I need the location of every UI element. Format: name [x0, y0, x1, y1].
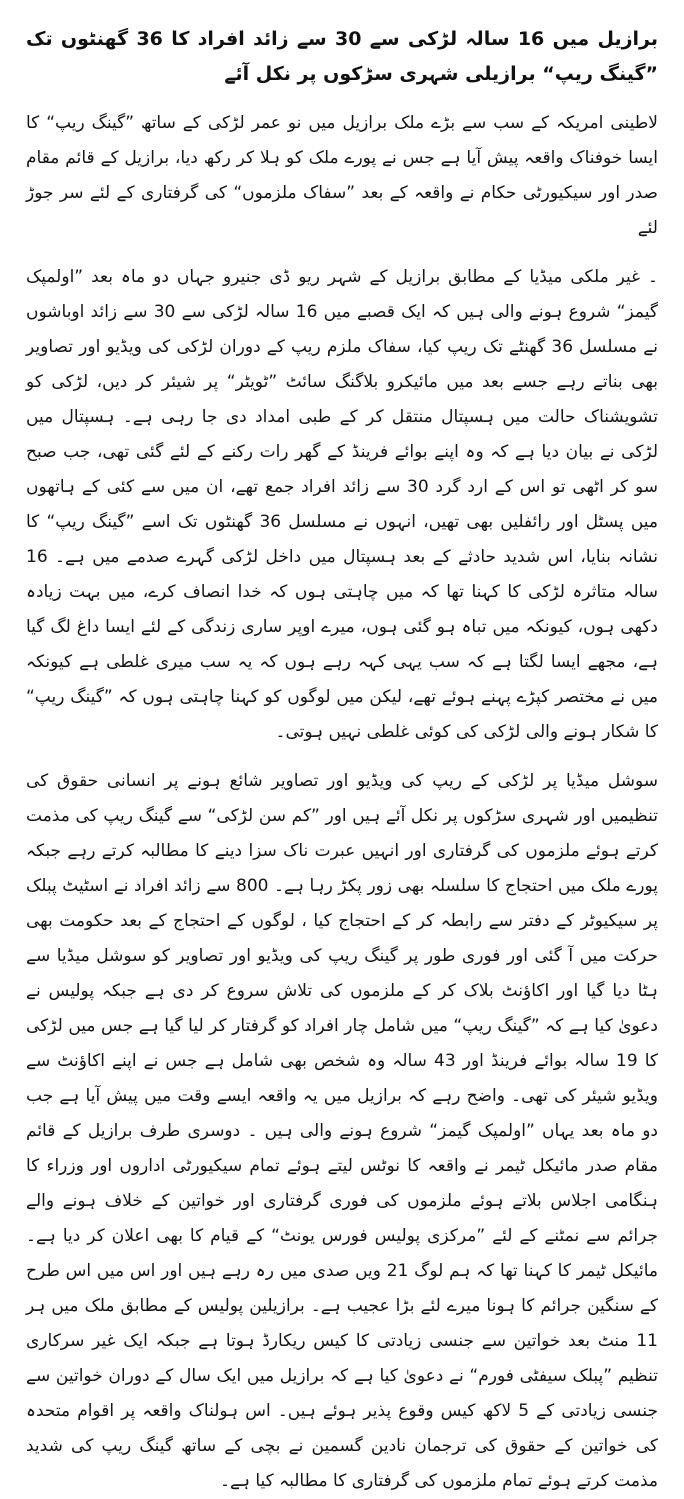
article-paragraph-reaction: سوشل میڈیا پر لڑکی کے ریپ کی ویڈیو اور تصاویر شائع ہونے پر انسانی حقوق کی تنظیمیں اور شہری سڑکوں پر نکل آئے ہیں اور ”کم سن لڑکی“ سے گینگ ریپ کی مذمت کرتے ہوئے ملزموں کی گرفتاری اور انہیں عبرت ناک سزا دینے کا مطالبہ کرتے رہے جبکہ پورے ملک میں احتجاج کا سلسلہ بھی زور پکڑ رہا ہے۔ 800 سے زائد افراد نے اسٹیٹ پبلک پر سیکیوٹر کے دفتر سے رابطہ کر کے احتجاج کیا ، لوگوں کے احتجاج کے بعد حکومت بھی حرکت میں آ گئی اور فوری طور پر گینگ ریپ کی ویڈیو اور تصاویر کو سوشل میڈیا سے ہٹا دیا گیا اور اکاؤنٹ بلاک کر کے ملزموں کی تلاش سروع کر دی ہے جبکہ پولیس نے دعویٰ کیا ہے کہ ”گینگ ریپ“ میں شامل چار افراد کو گرفتار کر لیا گیا ہے جس میں لڑکی کا 19 سالہ بوائے فرینڈ اور 43 سالہ وہ شخص بھی شامل ہے جس نے اپنے اکاؤنٹ سے ویڈیو شیئر کی تھی۔ واضح رہے کہ برازیل میں یہ واقعہ ایسے وقت میں پیش آیا ہے جب دو ماہ بعد یہاں ”اولمپک گیمز“ شروع ہونے والی ہیں ۔ دوسری طرف برازیل کے قائم مقام صدر مائیکل ٹیمر نے واقعہ کا نوٹس لیتے ہوئے تمام سیکیورٹی اداروں اور وزراء کا ہنگامی اجلاس بلاتے ہوئے ملزموں کی فوری گرفتاری اور خواتین کے خلاف ہونے والے جرائم سے نمٹنے کے لئے ”مرکزی پولیس فورس یونٹ“ کے قیام کا بھی اعلان کر دیا ہے۔ مائیکل ٹیمر کا کہنا تھا کہ ہم لوگ 21 ویں صدی میں رہ رہے ہیں اور اس میں اس طرح کے سنگین جرائم کا ہونا میرے لئے بڑا عجیب ہے۔ برازیلین پولیس کے مطابق ملک میں ہر 11 منٹ بعد خواتین سے جنسی زیادتی کا کیس ریکارڈ ہوتا ہے جبکہ ایک غیر سرکاری تنظیم ”پبلک سیفٹی فورم“ نے دعویٰ کیا ہے کہ برازیل میں ایک سال کے دوران خواتین سے جنسی زیادتی کے 5 لاکھ کیس وقوع پذیر ہوئے ہیں۔ اس ہولناک واقعہ پر اقوام متحدہ کی خواتین کے حقوق کی ترجمان نادین گسمین نے بچی کے ساتھ گینگ ریپ کی شدید مذمت کرتے ہوئے تمام ملزموں کی گرفتاری کا مطالبہ کیا ہے۔: [26, 771, 658, 1491]
article-headline: برازیل میں 16 سالہ لڑکی سے 30 سے زائد افراد کا 36 گھنٹوں تک ”گینگ ریپ“ برازیلی شہری سڑکوں پر نکل آئے: [26, 28, 658, 85]
article-paragraph-intro: لاطینی امریکہ کے سب سے بڑے ملک برازیل میں نو عمر لڑکی کے ساتھ ”گینگ ریپ“ کا ایسا خوفناک واقعہ پیش آیا ہے جس نے پورے ملک کو ہلا کر رکھ دیا، برازیل کے قائم مقام صدر اور سیکیورٹی حکام نے واقعہ کے بعد ”سفاک ملزموں“ کی گرفتاری کے لئے سر جوڑ لئے: [26, 113, 658, 238]
article-paragraph-details: ۔ غیر ملکی میڈیا کے مطابق برازیل کے شہر ریو ڈی جنیرو جہاں دو ماہ بعد ”اولمپک گیمز“ شروع ہونے والی ہیں کہ ایک قصبے میں 16 سالہ لڑکی سے 30 سے زائد اوباشوں نے مسلسل 36 گھنٹے تک ریپ کیا، سفاک ملزم ریپ کے دوران لڑکی کی ویڈیو اور تصاویر بھی بناتے رہے جسے بعد میں مائیکرو بلاگنگ سائٹ ”ٹویٹر“ پر شیئر کر دیں، لڑکی کو تشویشناک حالت میں ہسپتال منتقل کر کے طبی امداد دی جا رہی ہے۔ ہسپتال میں لڑکی نے بیان دیا ہے کہ وہ اپنے بوائے فرینڈ کے گھر رات رکنے کے لئے گئی تھی، جب صبح سو کر اٹھی تو اس کے ارد گرد 30 سے زائد افراد جمع تھے، ان میں سے کئی کے ہاتھوں میں پسٹل اور رائفلیں بھی تھیں، انہوں نے مسلسل 36 گھنٹوں تک اسے ”گینگ ریپ“ کا نشانہ بنایا، اس شدید حادثے کے بعد ہسپتال میں داخل لڑکی گہرے صدمے میں ہے۔ 16 سالہ متاثرہ لڑکی کا کہنا تھا کہ میں چاہتی ہوں کہ خدا انصاف کرے، میں بہت زیادہ دکھی ہوں، کیونکہ میں تباہ ہو گئی ہوں، میرے اوپر ساری زندگی کے لئے ایسا داغ لگ گیا ہے، مجھے ایسا لگتا ہے کہ سب یہی کہہ رہے ہوں کہ یہ سب میری غلطی ہے کیونکہ میں نے مختصر کپڑے پہنے ہوئے تھے، لیکن میں لوگوں کو کہنا چاہتی ہوں کہ ”گینگ ریپ“ کا شکار ہونے والی لڑکی کی کوئی غلطی نہیں ہوتی۔: [26, 267, 659, 742]
